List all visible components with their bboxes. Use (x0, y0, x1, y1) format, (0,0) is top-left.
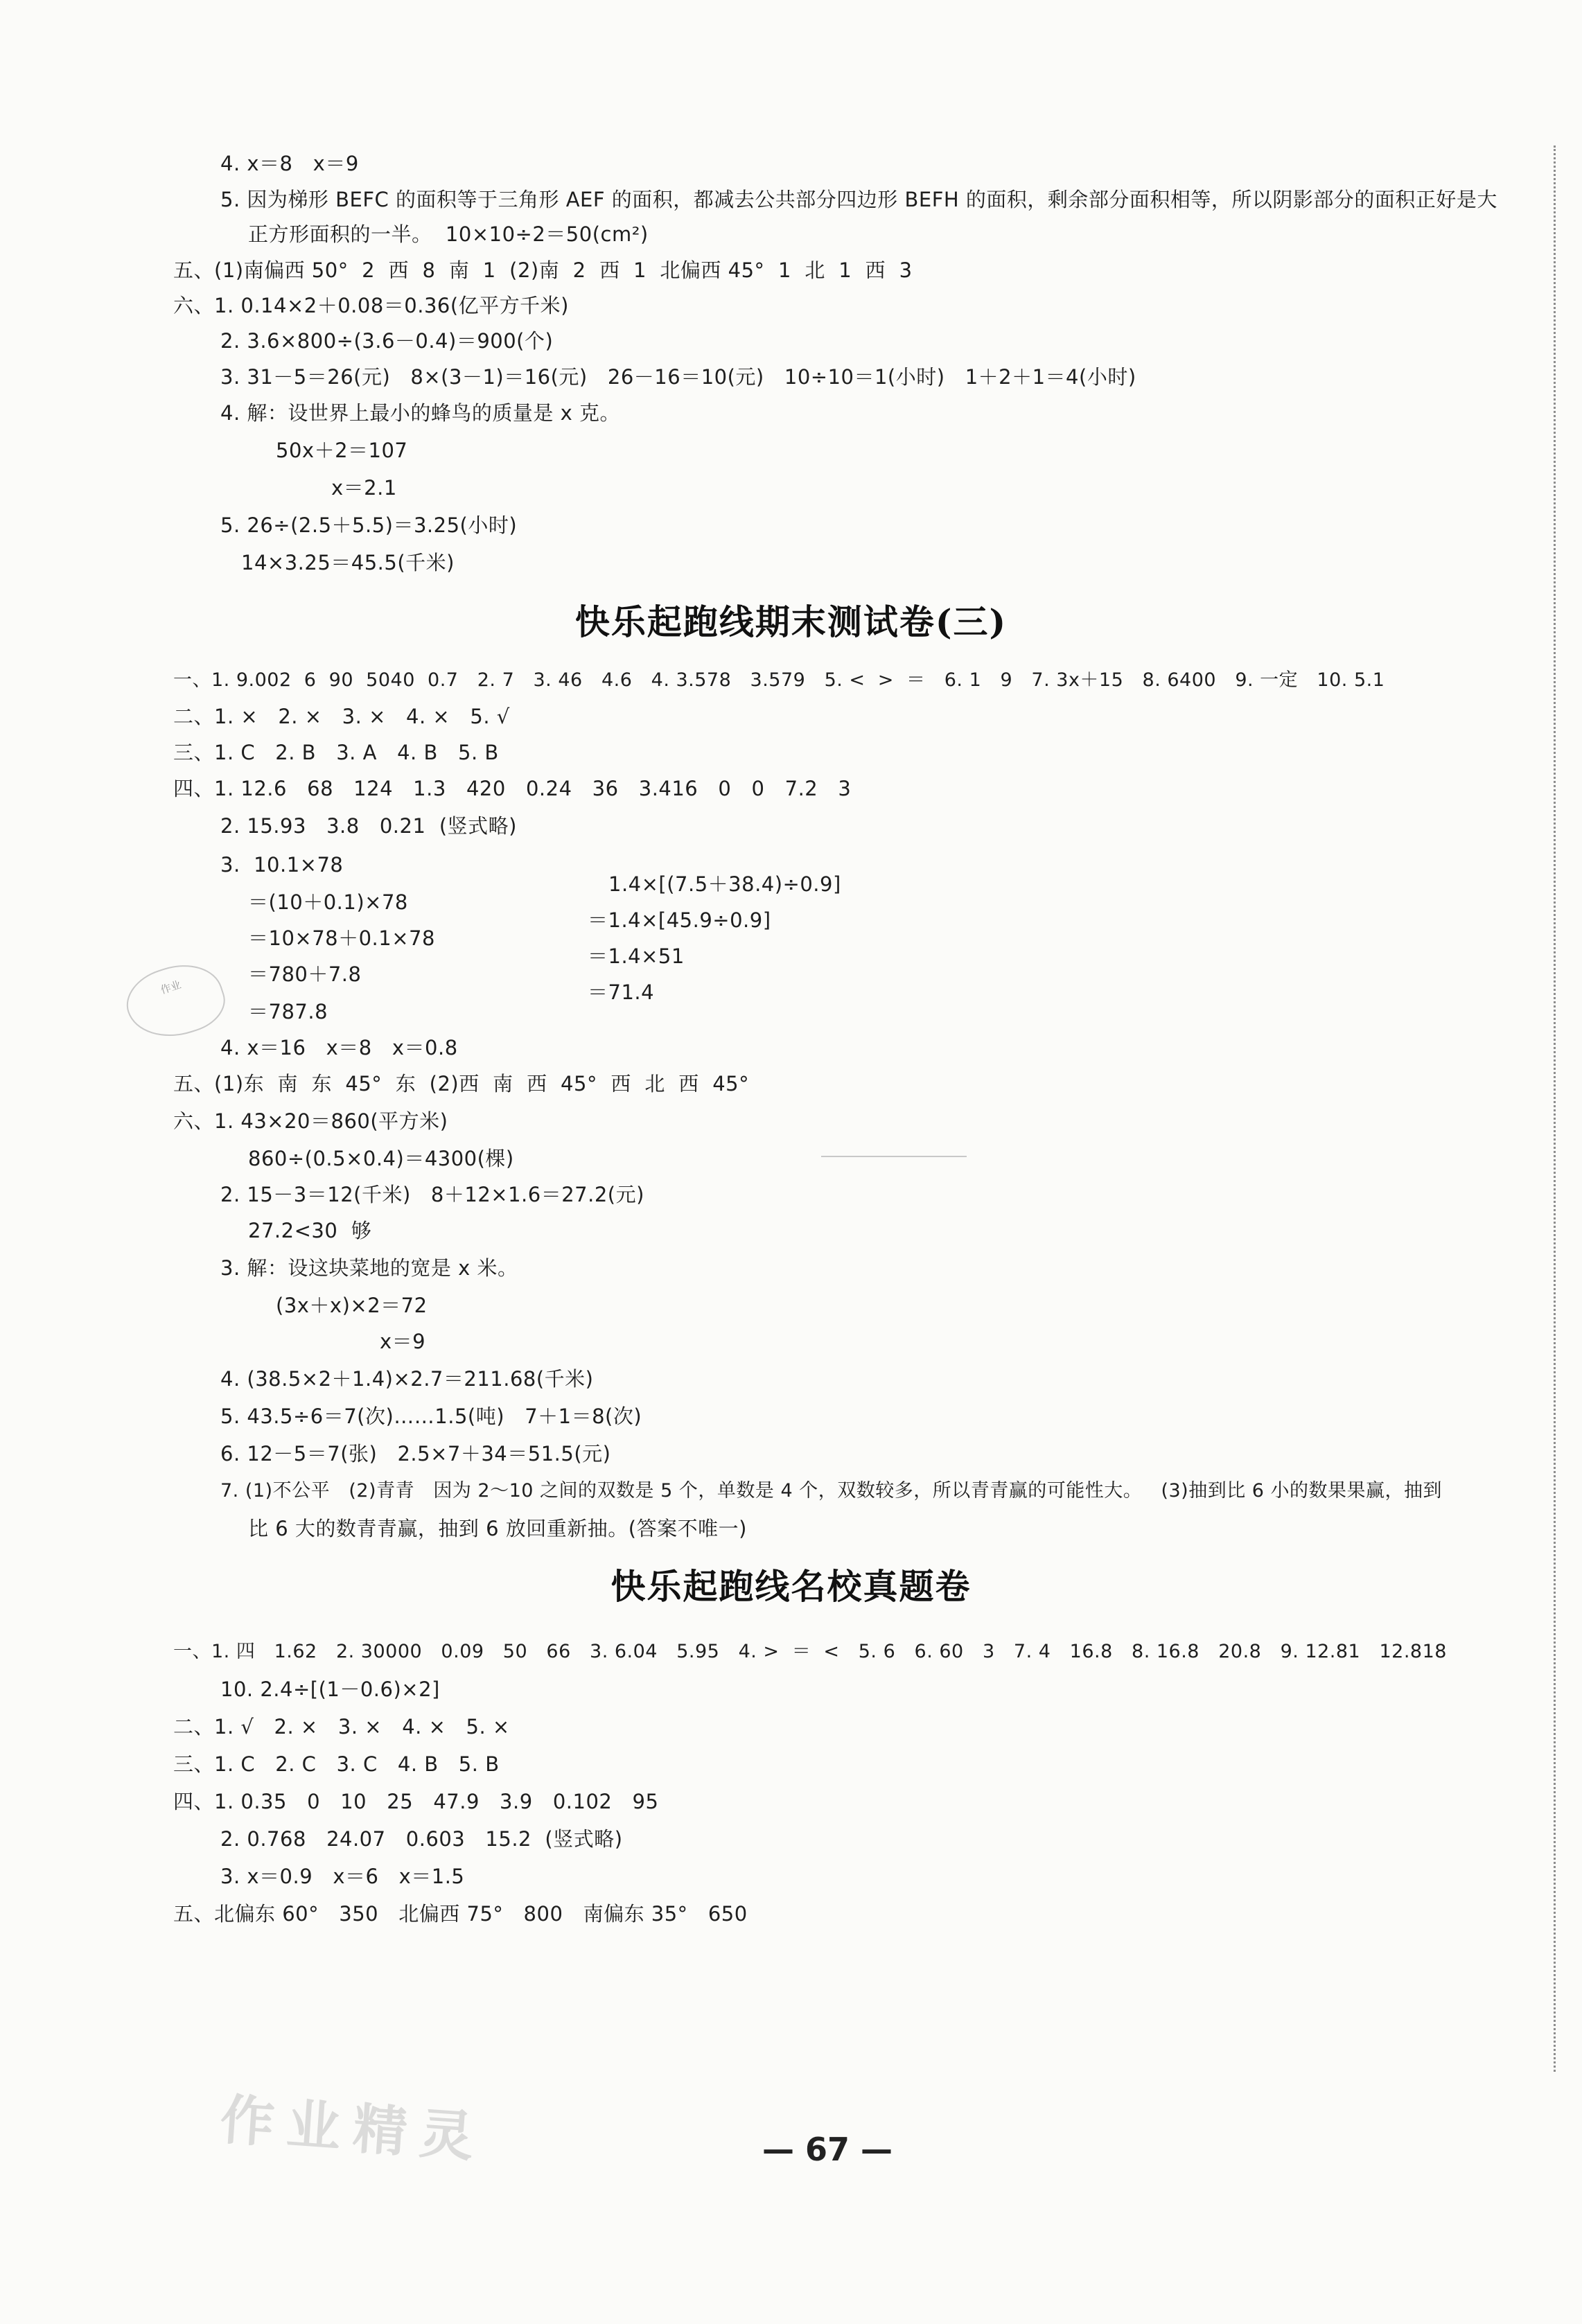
answer-line: 正方形面积的一半。 10×10÷2＝50(cm²) (248, 222, 649, 246)
section-3-title: 快乐起跑线名校真题卷 (610, 1566, 972, 1607)
answer-line: 27.2<30 够 (248, 1219, 372, 1242)
answer-line: (3x＋x)×2＝72 (276, 1294, 428, 1317)
answer-line: ＝10×78＋0.1×78 (248, 926, 435, 950)
answer-line: 三、1. C 2. C 3. C 4. B 5. B (173, 1752, 500, 1776)
answer-line: 14×3.25＝45.5(千米) (241, 551, 455, 574)
watermark: 作业精灵 (218, 2088, 489, 2170)
answer-line: 五、(1)南偏西 50° 2 西 8 南 1 (2)南 2 西 1 北偏西 45° 1 北 1 西 3 (173, 258, 913, 282)
answer-line: 一、1. 四 1.62 2. 30000 0.09 50 66 3. 6.04 5.95 4. > ＝ < 5. 6 6. 60 3 7. 4 16.8 8. 16.8 20.8 9. 12.81 12.818 (173, 1641, 1447, 1662)
page-edge-dots (1554, 146, 1556, 2072)
answer-line: 4. x＝16 x＝8 x＝0.8 (220, 1036, 458, 1059)
answer-line: ＝787.8 (248, 1000, 328, 1023)
answer-line: 5. 因为梯形 BEFC 的面积等于三角形 AEF 的面积，都减去公共部分四边形 BEFH 的面积，剩余部分面积相等，所以阴影部分的面积正好是大 (220, 188, 1497, 211)
answer-line: 4. 解：设世界上最小的蜂鸟的质量是 x 克。 (220, 401, 620, 425)
section-2-title: 快乐起跑线期末测试卷(三) (574, 601, 1008, 642)
page-number: — 67 — (762, 2131, 893, 2168)
answer-line: 10. 2.4÷[(1－0.6)×2] (220, 1678, 440, 1701)
answer-line: ＝(10＋0.1)×78 (248, 890, 408, 914)
answer-line: 3. 解：设这块菜地的宽是 x 米。 (220, 1256, 518, 1280)
answer-line: x＝9 (380, 1330, 426, 1353)
stamp-text: 作业 (159, 978, 183, 997)
answer-line: 四、1. 12.6 68 124 1.3 420 0.24 36 3.416 0 0 7.2 3 (173, 777, 852, 800)
answer-line: 5. 43.5÷6＝7(次)……1.5(吨) 7＋1＝8(次) (220, 1405, 642, 1428)
answer-line: ＝1.4×51 (588, 944, 685, 968)
answer-line: ＝780＋7.8 (248, 962, 362, 986)
answer-line: 7. (1)不公平 (2)青青 因为 2～10 之间的双数是 5 个，单数是 4 个，双数较多，所以青青赢的可能性大。 (3)抽到比 6 小的数果果赢，抽到 (220, 1480, 1443, 1502)
answer-line: 2. 15－3＝12(千米) 8＋12×1.6＝27.2(元) (220, 1183, 644, 1206)
divider-line (821, 1156, 967, 1157)
answer-line: ＝1.4×[45.9÷0.9] (588, 908, 771, 932)
answer-line: 2. 0.768 24.07 0.603 15.2 (竖式略) (220, 1827, 623, 1851)
answer-line: 四、1. 0.35 0 10 25 47.9 3.9 0.102 95 (173, 1790, 659, 1813)
answer-line: 六、1. 43×20＝860(平方米) (173, 1109, 448, 1133)
answer-line: x＝2.1 (331, 476, 397, 500)
stamp (118, 953, 232, 1049)
answer-line: 4. (38.5×2＋1.4)×2.7＝211.68(千米) (220, 1367, 594, 1391)
answer-line: 二、1. × 2. × 3. × 4. × 5. √ (173, 705, 510, 728)
answer-line: 五、(1)东 南 东 45° 东 (2)西 南 西 45° 西 北 西 45° (173, 1072, 750, 1095)
answer-line: 六、1. 0.14×2＋0.08＝0.36(亿平方千米) (173, 294, 569, 317)
answer-line: 1.4×[(7.5＋38.4)÷0.9] (608, 872, 841, 896)
answer-line: 五、北偏东 60° 350 北偏西 75° 800 南偏东 35° 650 (173, 1902, 748, 1926)
answer-line: 50x＋2＝107 (276, 439, 408, 462)
answer-line: 860÷(0.5×0.4)＝4300(棵) (248, 1147, 514, 1170)
answer-line: 比 6 大的数青青赢，抽到 6 放回重新抽。(答案不唯一) (248, 1517, 747, 1540)
answer-line: 一、1. 9.002 6 90 5040 0.7 2. 7 3. 46 4.6 4. 3.578 3.579 5. < > ＝ 6. 1 9 7. 3x＋15 8. 6400 9. 一定 10. 5.1 (173, 669, 1385, 691)
answer-line: 二、1. √ 2. × 3. × 4. × 5. × (173, 1715, 510, 1738)
answer-line: 3. 10.1×78 (220, 853, 344, 877)
answer-line: 4. x＝8 x＝9 (220, 152, 359, 175)
answer-line: 5. 26÷(2.5＋5.5)＝3.25(小时) (220, 513, 518, 537)
answer-line: 2. 3.6×800÷(3.6－0.4)＝900(个) (220, 329, 554, 353)
answer-line: 3. 31－5＝26(元) 8×(3－1)＝16(元) 26－16＝10(元) 10÷10＝1(小时) 1＋2＋1＝4(小时) (220, 365, 1136, 389)
answer-line: 6. 12－5＝7(张) 2.5×7＋34＝51.5(元) (220, 1442, 611, 1465)
answer-line: ＝71.4 (588, 980, 655, 1004)
answer-line: 三、1. C 2. B 3. A 4. B 5. B (173, 741, 499, 764)
answer-line: 3. x＝0.9 x＝6 x＝1.5 (220, 1865, 465, 1888)
answer-line: 2. 15.93 3.8 0.21 (竖式略) (220, 814, 517, 838)
